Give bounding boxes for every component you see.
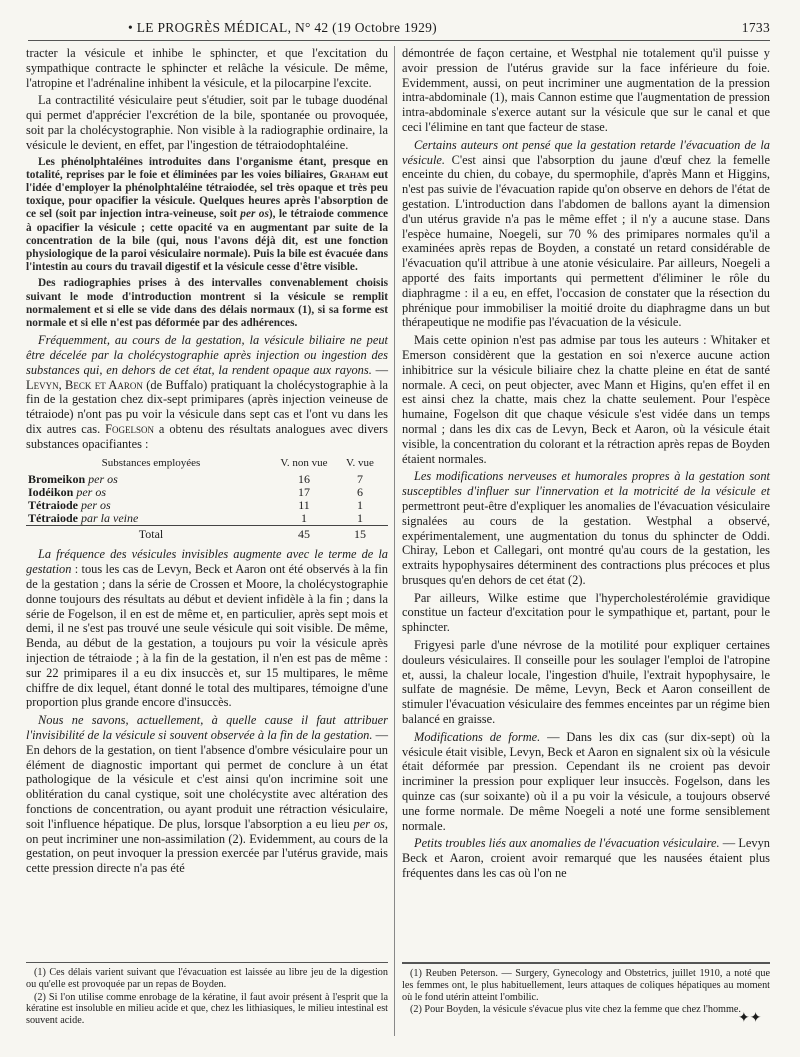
page-number: 1733 — [741, 20, 770, 35]
page-header — [28, 18, 770, 41]
column-divider — [394, 46, 395, 1036]
table-total-row: Total 45 15 — [26, 526, 388, 542]
journal-title: • LE PROGRÈS MÉDICAL, N° 42 (19 Octobre 1929) — [128, 20, 437, 35]
table-row: Tétraiode per os 11 1 — [28, 498, 363, 513]
footnote: (1) Reuben Peterson. — Surgery, Gynecology and Obstetrics, juillet 1910, a noté que les femmes ont, le plus habituellement, leurs attaques de coliques hépatiques au moment où le fond utérin atteint l'ombilic. — [402, 968, 770, 1003]
small-paragraph: Des radiographies prises à des intervalles convenablement choisis suivant le mode d'introduction montrent si la vésicule se remplit normalement et si elle se vide dans des délais normaux (1), si sa forme est normale et si elle n'est pas déformée par des adhérences. — [26, 277, 388, 330]
right-column — [402, 46, 770, 884]
ornament-icon: ✦✦ — [738, 1011, 762, 1026]
table-header: Substances employées — [101, 456, 201, 469]
paragraph: Fréquemment, au cours de la gestation, la vésicule biliaire ne peut être décelée par la cholécystographie après injection ou ingestion des substances qui, en dehors de cet état, la rendent opaque aux rayons. — Levyn, Beck et Aaron (de Buffalo) pratiquant la cholécystographie à la fin de la gestation chez dix-sept primipares (après injection veineuse de tétraiode) n'ont pas pu voir la vésicule dans sept cas et l'ont vu dans les dix autres cas. Fogelson a obtenu des résultats analogues avec divers substances opacifiantes : — [26, 333, 389, 451]
paragraph: Les modifications nerveuses et humorales propres à la gestation sont susceptibles d'influer sur l'innervation et la motricité de la vésicule et permettront peut-être d'expliquer les anomalies de l'évacuation vésiculaire signalées au cours de la gestation. Westphal a observé, expérimentalement, une augmentation du tonus du sphincter de Oddi. Chiray, Lebon et Callegari, ont montré qu'au cours de la gestation, les extraits hypophysaires déterminent des contractions plus précoces et plus brusques qu'en dehors de cet état (2). — [402, 469, 770, 587]
footnote: (2) Pour Boyden, la vésicule s'évacue plus vite chez la femme que chez l'homme. — [410, 1004, 741, 1016]
paragraph: Par ailleurs, Wilke estime que l'hypercholestérolémie gravidique constitue un facteur d'excitation pour le sympathique et, partant, pour le sphincter. — [402, 590, 770, 635]
paragraph: Certains auteurs ont pensé que la gestation retarde l'évacuation de la vésicule. C'est ainsi que l'absorption du jaune d'œuf chez la femelle enceinte du chien, du cobaye, du spermophile, d'après Mann et Higgins, n'est pas suivie de l'évacuation rapide qu'on observe en dehors de l'état de gestation. L'introduction dans l'abdomen de ballons ayant la dimension d'un utérus gravide n'a pas le même effet ; il n'y a aucune stase. Dans l'espèce humaine, Noegeli, sur 70 % des primipares normales qu'il a examinées après repas de Boyden, a constaté un retard considérable de l'évacuation qu'il attribue à une atonie vésiculaire. Par ailleurs, Noegeli a apporté des faits importants qui permettent d'éliminer le rôle du diaphragme : il a eu, en effet, l'occasion de constater que la résection du phrénique pour immobiliser la moitié droite du diaphragme dans un but thérapeutique ne modifie pas l'évacuation de la vésicule. — [402, 137, 770, 330]
footnote-rule — [26, 962, 388, 963]
paragraph: Frigyesi parle d'une névrose de la motilité pour expliquer certaines douleurs vésiculaires. Il conseille pour les soulager l'emploi de l'atropine et, aussi, la chaleur locale, l'ingestion d'huile, l'extrait hypophysaire, le sulfate de magnésie. De même, Levyn, Beck et Aaron conseillent de stimuler l'évacuation vésiculaire des femmes enceintes par un régime bien balancé en graisse. — [402, 638, 770, 727]
footnotes-left — [26, 962, 388, 1028]
table-row: Iodéikon per os 17 6 — [28, 485, 363, 500]
paragraph: Modifications de forme. — Dans les dix cas (sur dix-sept) où la vésicule était visible, Levyn, Beck et Aaron en signalent six où la vésicule était déformée par pression. Cependant ils ne croient pas devoir incriminer la pression pour expliquer leur insuccès. Fogelson, dans les quinze cas (sur soixante) où il a pu voir la vésicule, a toujours observé une forme normale. De même Noegeli a noté une forme sensiblement normale. — [402, 729, 770, 833]
table-header: V. vue — [346, 456, 374, 469]
paragraph: La contractilité vésiculaire peut s'étudier, soit par le tubage duodénal qui permet d'apprécier l'excrétion de la bile, spontanée ou provoquée, soit par la cholécystographie. Non visible à la radiographie ordinaire, la vésicule le devient, en effet, par l'ingestion de tétraiodophtaléine. — [26, 93, 388, 152]
footnote: (2) Si l'on utilise comme enrobage de la kératine, il faut avoir présent à l'esprit que la kératine est insoluble en milieu acide et que, chez les lithiasiques, le milieu intestinal est souvent acide. — [26, 991, 388, 1027]
substances-table — [26, 456, 388, 542]
left-column — [26, 46, 388, 879]
paragraph: Mais cette opinion n'est pas admise par tous les auteurs : Whitaker et Emerson considèrent que la gestation en soi n'exerce aucune action inhibitrice sur la vésicule biliaire chez la chatte pleine en état de santé normale. A ceci, on peut objecter, avec Mann et Higins, qu'en effet il en est ainsi chez la chatte, mais chez la chatte seulement. Pour l'espèce humaine, Fogelson dit que chaque vésicule s'est vidée dans un temps normal ; dans les dix cas de Levyn, Beck et Aaron, où la vésicule était visible, la concentration du colorant et la rétraction après repas de Boyden étaient normales. — [402, 333, 770, 466]
footnotes-right — [402, 962, 770, 1017]
paragraph: démontrée de façon certaine, et Westphal nie totalement qu'il puisse y avoir pression de l'utérus gravide sur la face inférieure du foie. Evidemment, aussi, on peut incriminer une augmentation de la pression intra-abdominale (1), mais Cannon estime que l'augmentation de pression intra-abdominale s'exerce autant sur la vésicule que sur le canal et que ceci l'élimine en tant que facteur de stase. — [402, 46, 770, 134]
paragraph: tracter la vésicule et inhibe le sphincter, et que l'excitation du sympathique contracte le sphincter et relâche la vésicule. De même, l'atropine et l'adrénaline inhibent la vésicule, et la pilocarpine l'excite. — [26, 46, 388, 90]
paragraph: La fréquence des vésicules invisibles augmente avec le terme de la gestation : tous les cas de Levyn, Beck et Aaron ont été observés à la fin de la gestation ; dans la série de Crossen et Moore, la cholécystographie donne toujours des résultats au début et devient infidèle à la fin ; dans la série de Fogelson, il en est de même et, en particulier, après sept mois et demi, il ne s'est pas trouvé une seule vésicule qui soit visible. De même, Benda, au début de la gestation, a toujours pu voir la vésicule après injection de tétraiode ; à la fin de la gestation, il n'en est pas de même : sur 22 primipares il a eu dix insuccès et, sur 15 multipares, le même chiffre de dix lequel, étant donné le total des multipares, témoigne d'une proportion plus grande encore d'insuccès. — [26, 547, 388, 710]
footnote: (1) Ces délais varient suivant que l'évacuation est laissée au libre jeu de la digestion ou qu'elle est provoquée par un repas de Boyden. — [26, 967, 388, 990]
paragraph: Nous ne savons, actuellement, à quelle cause il faut attribuer l'invisibilité de la vésicule si souvent observée à la fin de la gestation. — En dehors de la gestation, on tient l'absence d'ombre vésiculaire pour un élément de diagnostic important qui permet de conclure à un état pathologique de la vésicule et c'est ainsi qu'on incrimine soit une oblitération du canal cystique, soit une cholécystite avec altération des fonctions de concentration, ou ayant produit une rétraction vésiculaire, soit l'influence hépatique. De plus, lorsque l'absorption a eu lieu per os, on peut incriminer une non-assimilation (2). Evidemment, au cours de la gestation, on peut invoquer la pression exercée par l'utérus gravide, mais cette pression directe n'a pas été — [26, 713, 388, 876]
table-header: V. non vue — [280, 456, 328, 469]
table-row: Bromeikon per os 16 7 — [28, 472, 363, 487]
table-row: Tétraiode par la veine 1 1 — [28, 511, 363, 526]
paragraph: Petits troubles liés aux anomalies de l'évacuation vésiculaire. — Levyn Beck et Aaron, croient avoir remarqué que les nausées étaient plus fréquentes dans les cas où l'on ne — [402, 836, 770, 881]
small-paragraph: Les phénolphtaléines introduites dans l'organisme étant, presque en totalité, reprises par le foie et éliminées par les voies biliaires, Graham eut l'idée d'employer la phénolphtaléine tétraiodée, sel très opaque et très peu toxique, pour opacifier la vésicule. Quelques heures après l'absorption de ce sel (soit par injection intra-veineuse, soit per os), le tétraiode commence à opacifier la vésicule ; cette opacité va en augmentant par suite de la concentration de la bile (qui, nous l'avons déjà dit, est une fonction physiologique de la paroi vésiculaire normale). Puis la bile est évacuée dans l'intestin au cours du travail digestif et la vésicule cesse d'être visible. — [26, 155, 388, 274]
footnote-rule — [402, 962, 770, 964]
